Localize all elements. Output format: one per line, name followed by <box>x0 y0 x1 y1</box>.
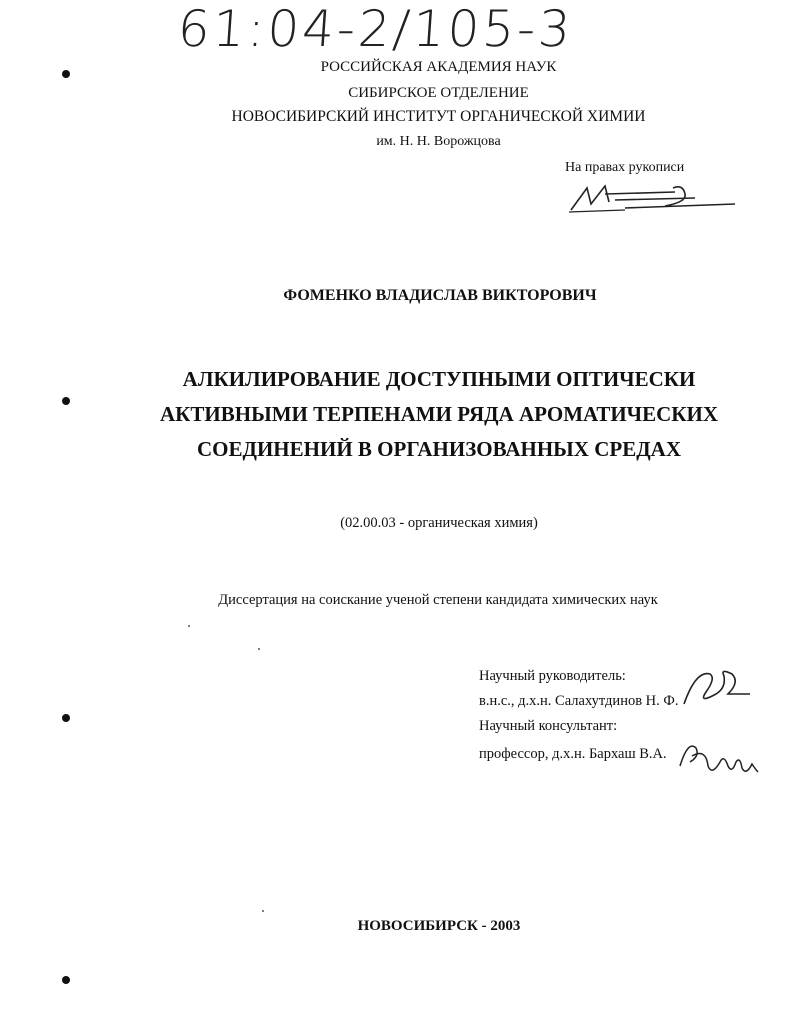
scan-speck <box>262 910 264 912</box>
consultant-signature <box>676 726 760 782</box>
title-line: СОЕДИНЕНИЙ В ОРГАНИЗОВАННЫХ СРЕДАХ <box>197 437 681 461</box>
punch-hole <box>62 70 70 78</box>
org-institute-name: им. Н. Н. Ворожцова <box>376 134 501 149</box>
scan-speck <box>188 625 190 627</box>
dissertation-title <box>0 362 797 467</box>
handwritten-catalog-number: 61:04-2/105-3 <box>175 0 576 58</box>
scan-speck <box>258 648 260 650</box>
org-branch: СИБИРСКОЕ ОТДЕЛЕНИЕ <box>348 85 529 101</box>
title-line: АЛКИЛИРОВАНИЕ ДОСТУПНЫМИ ОПТИЧЕСКИ <box>182 367 696 391</box>
punch-hole <box>62 714 70 722</box>
punch-hole <box>62 397 70 405</box>
consultant-name: профессор, д.х.н. Бархаш В.А. <box>479 746 667 762</box>
title-line: АКТИВНЫМИ ТЕРПЕНАМИ РЯДА АРОМАТИЧЕСКИХ <box>160 402 718 426</box>
author-signature <box>565 180 745 216</box>
specialty-code: (02.00.03 - органическая химия) <box>340 515 538 531</box>
supervisor-name: в.н.с., д.х.н. Салахутдинов Н. Ф. <box>479 693 679 709</box>
supervisor-signature <box>676 664 756 712</box>
punch-hole <box>62 976 70 984</box>
supervisor-label: Научный руководитель: <box>479 668 626 684</box>
consultant-label: Научный консультант: <box>479 718 618 734</box>
dissertation-degree: Диссертация на соискание ученой степени кандидата химических наук <box>218 592 658 608</box>
manuscript-rights-note: На правах рукописи <box>565 160 685 175</box>
org-institute: НОВОСИБИРСКИЙ ИНСТИТУТ ОРГАНИЧЕСКОЙ ХИМИИ <box>231 108 646 125</box>
author-name: ФОМЕНКО ВЛАДИСЛАВ ВИКТОРОВИЧ <box>283 287 597 304</box>
city-year: НОВОСИБИРСК - 2003 <box>357 918 521 934</box>
org-academy: РОССИЙСКАЯ АКАДЕМИЯ НАУК <box>320 59 557 75</box>
